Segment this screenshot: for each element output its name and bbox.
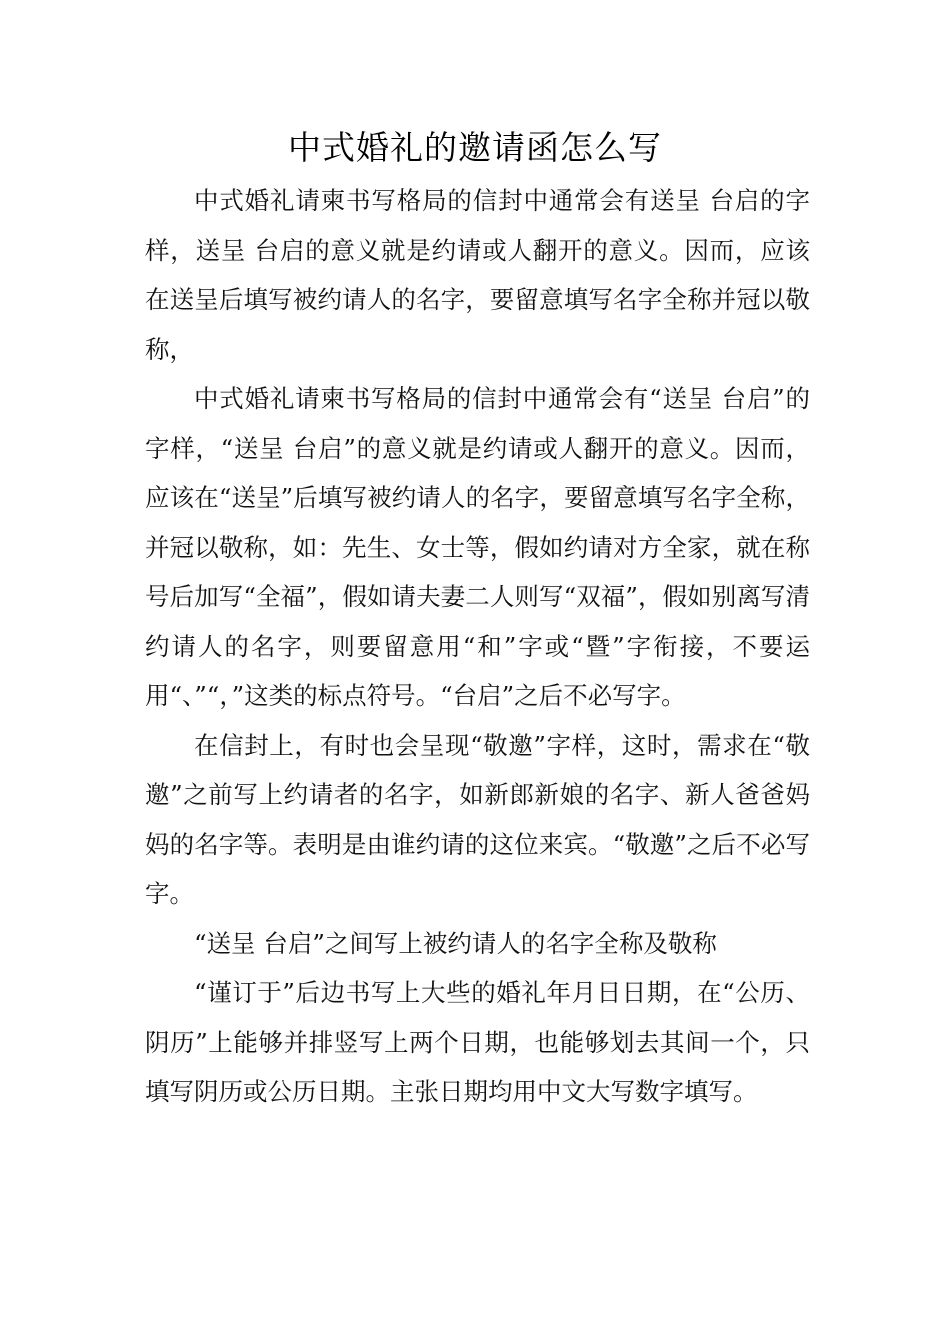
document-body — [145, 176, 810, 1117]
paragraph-4: “送呈 台启”之间写上被约请人的名字全称及敬称 — [194, 928, 717, 958]
paragraph-2: 中式婚礼请柬书写格局的信封中通常会有“送呈 台启”的字样，“送呈 台启”的意义就是约请或人翻开的意义。因而，应该在“送呈”后填写被约请人的名字，要留意填写名字全称，并冠以敬称，如：先生、女士等，假如约请对方全家，就在称号后加写“全福”，假如请夫妻二人则写“双福”，假如别离写清约请人的名字，则要留意用“和”字或“暨”字衔接，不要运用“、”“，”这类的标点符号。“台启”之后不必写字。 — [145, 384, 810, 710]
document-title: 中式婚礼的邀请函怎么写 — [288, 128, 662, 167]
paragraph-5: “谨订于”后边书写上大些的婚礼年月日日期，在“公历、阴历”上能够并排竖写上两个日期，也能够划去其间一个，只填写阴历或公历日期。主张日期均用中文大写数字填写。 — [145, 978, 810, 1106]
paragraph-1: 中式婚礼请柬书写格局的信封中通常会有送呈 台启的字样，送呈 台启的意义就是约请或人翻开的意义。因而，应该在送呈后填写被约请人的名字，要留意填写名字全称并冠以敬称， — [145, 186, 810, 364]
paragraph-3: 在信封上，有时也会呈现“敬邀”字样，这时，需求在“敬邀”之前写上约请者的名字，如新郎新娘的名字、新人爸爸妈妈的名字等。表明是由谁约请的这位来宾。“敬邀”之后不必写字。 — [145, 730, 810, 908]
